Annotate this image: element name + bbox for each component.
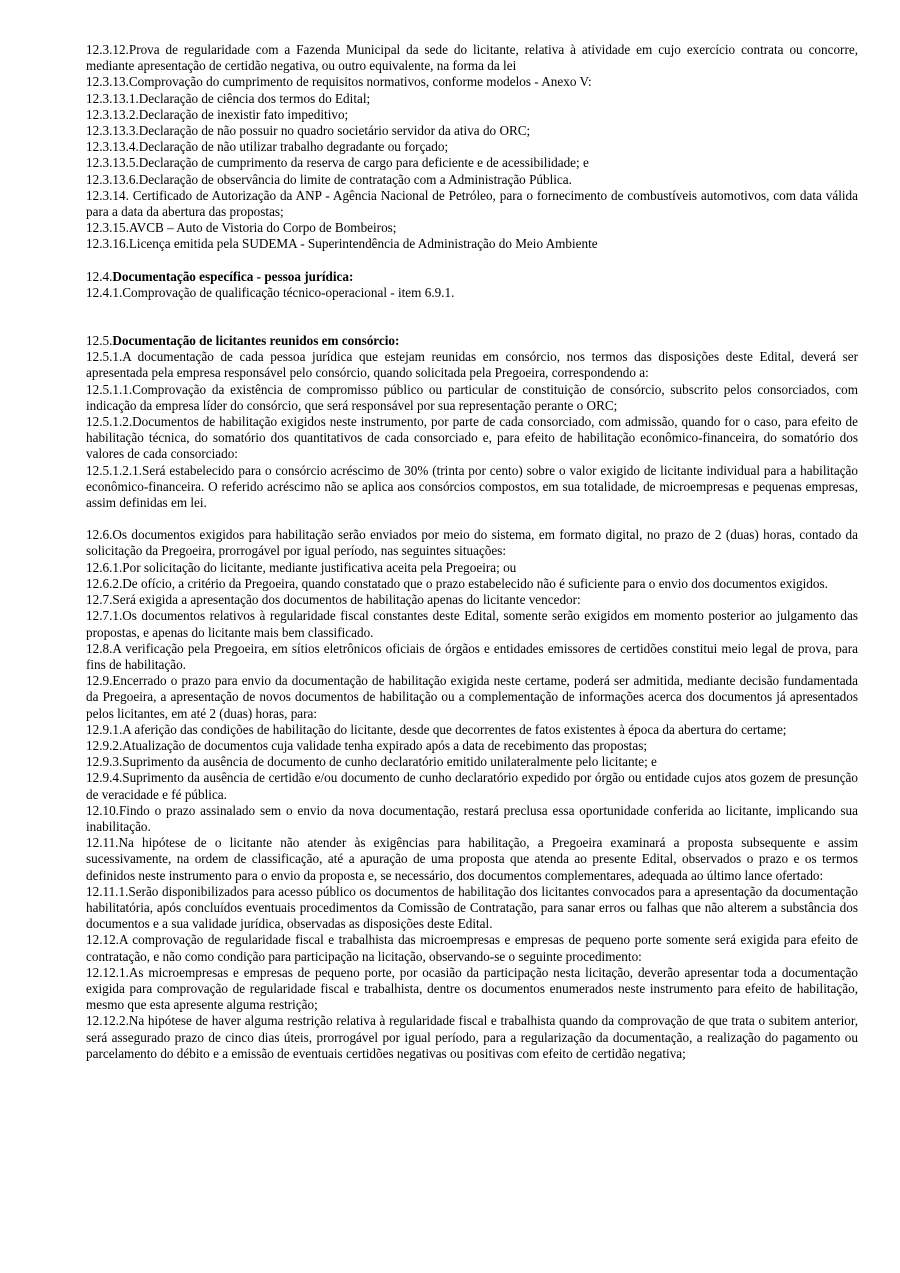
paragraph: 12.3.13.Comprovação do cumprimento de requisitos normativos, conforme modelos - Anexo V:: [86, 74, 592, 90]
section-12-6-to-12-12: [86, 527, 858, 1062]
paragraph: 12.7.Será exigida a apresentação dos documentos de habilitação apenas do licitante vencedor:: [86, 592, 581, 608]
paragraph: 12.6.Os documentos exigidos para habilitação serão enviados por meio do sistema, em formato digital, no prazo de 2 (duas) horas, contado da solicitação da Pregoeira, prorrogável por igual período, nas seguintes situações:: [86, 527, 858, 559]
section-12-5: [86, 333, 858, 511]
paragraph: 12.3.13.5.Declaração de cumprimento da reserva de cargo para deficiente e de acessibilidade; e: [86, 155, 589, 171]
paragraph: 12.3.14. Certificado de Autorização da ANP - Agência Nacional de Petróleo, para o fornecimento de combustíveis automotivos, com data válida para a data da abertura das propostas;: [86, 187, 858, 220]
paragraph: 12.3.15.AVCB – Auto de Vistoria do Corpo de Bombeiros;: [86, 220, 397, 236]
heading-text: Documentação específica - pessoa jurídica:: [112, 268, 354, 284]
section-heading: [86, 333, 858, 349]
heading-number: 12.4.: [86, 268, 113, 284]
paragraph: 12.12.A comprovação de regularidade fiscal e trabalhista das microempresas e empresas de pequeno porte somente será exigida para efeito de contratação, e não como condição para participação na licitação, observando-se o seguinte procedimento:: [86, 932, 858, 964]
paragraph: 12.3.13.4.Declaração de não utilizar trabalho degradante ou forçado;: [86, 139, 449, 155]
paragraph: 12.9.Encerrado o prazo para envio da documentação de habilitação exigida neste certame, poderá ser admitida, mediante decisão fundamentada da Pregoeira, a apresentação de novos documentos de habilitação ou a complementação de informações acerca dos documentos já apresentados pelos licitantes, em até 2 (duas) horas, para:: [86, 673, 858, 721]
section-12-4: [86, 269, 858, 301]
paragraph: 12.3.13.2.Declaração de inexistir fato impeditivo;: [86, 106, 349, 122]
paragraph: 12.6.2.De ofício, a critério da Pregoeira, quando constatado que o prazo estabelecido não é suficiente para o envio dos documentos exigidos.: [86, 575, 828, 591]
paragraph: 12.3.13.6.Declaração de observância do limite de contratação com a Administração Pública.: [86, 171, 572, 187]
heading-text: Documentação de licitantes reunidos em consórcio:: [112, 333, 400, 349]
paragraph: 12.3.12.Prova de regularidade com a Fazenda Municipal da sede do licitante, relativa à atividade em cujo exercício contrata ou concorre, mediante apresentação de certidão negativa, ou outro equivalente, na forma da lei: [86, 42, 858, 74]
paragraph: 12.5.1.2.1.Será estabelecido para o consórcio acréscimo de 30% (trinta por cento) sobre o valor exigido de licitante individual para a habilitação econômico-financeira. O referido acréscimo não se aplica aos consórcios compostos, em sua totalidade, de microempresas e pequenas empresas, assim definidas em lei.: [86, 462, 858, 511]
section-12-3: [86, 42, 858, 253]
heading-number: 12.5.: [86, 333, 113, 349]
paragraph: 12.4.1.Comprovação de qualificação técnico-operacional - item 6.9.1.: [86, 284, 455, 300]
paragraph: 12.3.13.3.Declaração de não possuir no quadro societário servidor da ativa do ORC;: [86, 123, 531, 139]
paragraph: 12.11.1.Serão disponibilizados para acesso público os documentos de habilitação dos licitantes convocados para a apresentação da documentação habilitatória, após concluídos eventuais procedimentos da Comissão de Contratação, para sanar erros ou falhas que não alterem a substância dos documentos e a sua validade jurídica, observadas as disposições deste Edital.: [86, 883, 858, 932]
spacer: [86, 253, 858, 269]
paragraph: 12.9.3.Suprimento da ausência de documento de cunho declaratório emitido unilateralmente pelo licitante; e: [86, 754, 657, 770]
paragraph: 12.3.13.1.Declaração de ciência dos termos do Edital;: [86, 90, 371, 106]
paragraph: 12.3.16.Licença emitida pela SUDEMA - Superintendência de Administração do Meio Ambiente: [86, 236, 598, 252]
paragraph: 12.11.Na hipótese de o licitante não atender às exigências para habilitação, a Pregoeira examinará a proposta subsequente e assim sucessivamente, na ordem de classificação, até a apuração de uma proposta que atenda ao presente Edital, observados o prazo e os termos definidos neste instrumento para o envio da proposta e, se necessário, dos documentos complementares, adequada ao último lance ofertado:: [86, 835, 858, 883]
paragraph: 12.10.Findo o prazo assinalado sem o envio da nova documentação, restará preclusa essa oportunidade conferida ao licitante, implicando sua inabilitação.: [86, 802, 858, 834]
paragraph: 12.8.A verificação pela Pregoeira, em sítios eletrônicos oficiais de órgãos e entidades emissores de certidões constitui meio legal de prova, para fins de habilitação.: [86, 640, 858, 672]
paragraph: 12.5.1.A documentação de cada pessoa jurídica que estejam reunidas em consórcio, nos termos das disposições deste Edital, deverá ser apresentada pela empresa responsável pelo consórcio, quando solicitada pela Pregoeira, correspondendo a:: [86, 349, 858, 381]
paragraph: 12.6.1.Por solicitação do licitante, mediante justificativa aceita pela Pregoeira; ou: [86, 559, 517, 575]
paragraph: 12.9.2.Atualização de documentos cuja validade tenha expirado após a data de recebimento das propostas;: [86, 737, 647, 753]
paragraph: 12.5.1.2.Documentos de habilitação exigidos neste instrumento, por parte de cada consorciado, com admissão, quando for o caso, para efeito de habilitação técnica, do somatório dos quantitativos de cada consorciado e, para efeito de habilitação econômico-financeira, do somatório dos valores de cada consorciado:: [86, 414, 858, 462]
paragraph: 12.9.4.Suprimento da ausência de certidão e/ou documento de cunho declaratório expedido por órgão ou entidade cujos atos gozem de presunção de veracidade e fé pública.: [86, 770, 858, 802]
paragraph: 12.7.1.Os documentos relativos à regularidade fiscal constantes deste Edital, somente serão exigidos em momento posterior ao julgamento das propostas, e apenas do licitante mais bem classificado.: [86, 608, 858, 640]
spacer: [86, 301, 858, 333]
paragraph: 12.12.2.Na hipótese de haver alguma restrição relativa à regularidade fiscal e trabalhista quando da comprovação de que trata o subitem anterior, será assegurado prazo de cinco dias úteis, prorrogável por igual período, para a regularização da documentação, a realização do pagamento ou parcelamento do débito e a emissão de eventuais certidões negativas ou positivas com efeito de certidão negativa;: [86, 1013, 858, 1061]
paragraph: 12.5.1.1.Comprovação da existência de compromisso público ou particular de constituição de consórcio, subscrito pelos consorciados, com indicação da empresa líder do consórcio, que será responsável por sua representação perante o ORC;: [86, 381, 858, 413]
paragraph: 12.9.1.A aferição das condições de habilitação do licitante, desde que decorrentes de fatos existentes à época da abertura do certame;: [86, 721, 787, 737]
spacer: [86, 511, 858, 527]
paragraph: 12.12.1.As microempresas e empresas de pequeno porte, por ocasião da participação nesta licitação, deverão apresentar toda a documentação exigida para comprovação de regularidade fiscal e trabalhista, dentre os documentos enumerados neste instrumento para efeito de habilitação, mesmo que esta apresente alguma restrição;: [86, 964, 858, 1013]
section-heading: [86, 269, 858, 285]
